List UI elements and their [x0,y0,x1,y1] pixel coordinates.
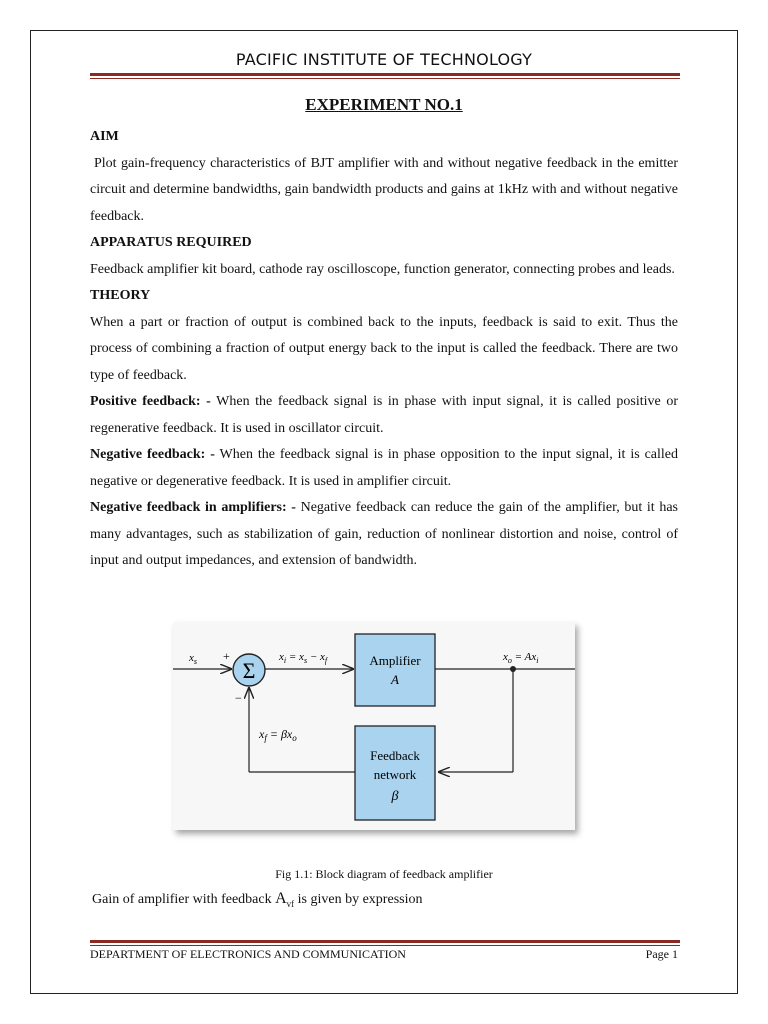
theory-intro: When a part or fraction of output is combined back to the inputs, feedback is said to exit. Thus the process of combining a fraction of output energy back to the input is called the feedback. There are two type of feedback. [90,314,678,383]
document-body [90,92,678,575]
aim-text: Plot gain-frequency characteristics of BJT amplifier with and without negative feedback in the emitter circuit and determine bandwidths, gain bandwidth products and gains at 1kHz with and without negative feedback. [90,155,678,224]
footer-rule-thick [90,940,680,943]
header-rule-thin [90,78,680,79]
block-diagram-figure [173,622,575,830]
amplifier-feedback-paragraph [90,495,678,575]
positive-feedback-text: When the feedback signal is in phase with input signal, it is called positive or regenerative feedback. It is used in oscillator circuit. [90,394,678,436]
amplifier-label: Amplifier [369,653,421,668]
header-rule-thick [90,73,680,76]
block-diagram [173,622,575,830]
apparatus-text: Feedback amplifier kit board, cathode ray oscilloscope, function generator, connecting probes and leads. [90,261,675,277]
positive-feedback-label: Positive feedback: - [90,394,211,409]
theory-heading: THEORY [90,288,151,303]
aim-heading: AIM [90,129,119,144]
plus-sign: + [223,649,230,663]
experiment-title: EXPERIMENT NO.1 [305,95,463,114]
negative-feedback-paragraph [90,442,678,495]
amplifier-feedback-label: Negative feedback in amplifiers: - [90,500,296,515]
apparatus-heading: APPARATUS REQUIRED [90,235,252,250]
gain-symbol-subscript: vf [286,898,295,909]
footer-department: DEPARTMENT OF ELECTRONICS AND COMMUNICATION [90,947,406,961]
output-signal-equation: $x_o = Ax_i$ [503,651,539,665]
footer-rule-thin [90,945,680,946]
gain-expression-line: Gain of amplifier with feedback $A_{vf}$ is given by expression [92,890,423,909]
feedback-network-label-2: network [373,767,417,782]
negative-feedback-text: When the feedback signal is in phase opposition to the input signal, it is called negative or degenerative feedback. It is used in amplifier circuit. [90,447,678,489]
sum-symbol: Σ [242,658,256,683]
input-signal-label: $x_s$ [189,652,198,666]
amplifier-gain-symbol: A [391,672,399,687]
minus-sign: − [235,691,242,705]
feedback-network-beta: β [391,789,399,804]
negative-feedback-label: Negative feedback: - [90,447,215,462]
error-signal-equation: $x_i = x_s - x_f$ [279,651,328,665]
feedback-signal-equation: $x_f = \beta x_o$ [259,727,297,743]
gain-symbol: A [275,890,287,907]
header-institute-title: PACIFIC INSTITUTE OF TECHNOLOGY [235,50,533,69]
amplifier-feedback-text: Negative feedback can reduce the gain of the amplifier, but it has many advantages, such as stabilization of gain, reduction of nonlinear distortion and noise, control of input and output impedances, and extension of bandwidth. [90,500,678,568]
amplifier-block [355,634,435,706]
positive-feedback-paragraph [90,389,678,442]
footer-page-number: Page 1 [645,947,678,961]
feedback-network-label-1: Feedback [370,748,420,763]
figure-caption: Fig 1.1: Block diagram of feedback amplifier [275,867,493,881]
